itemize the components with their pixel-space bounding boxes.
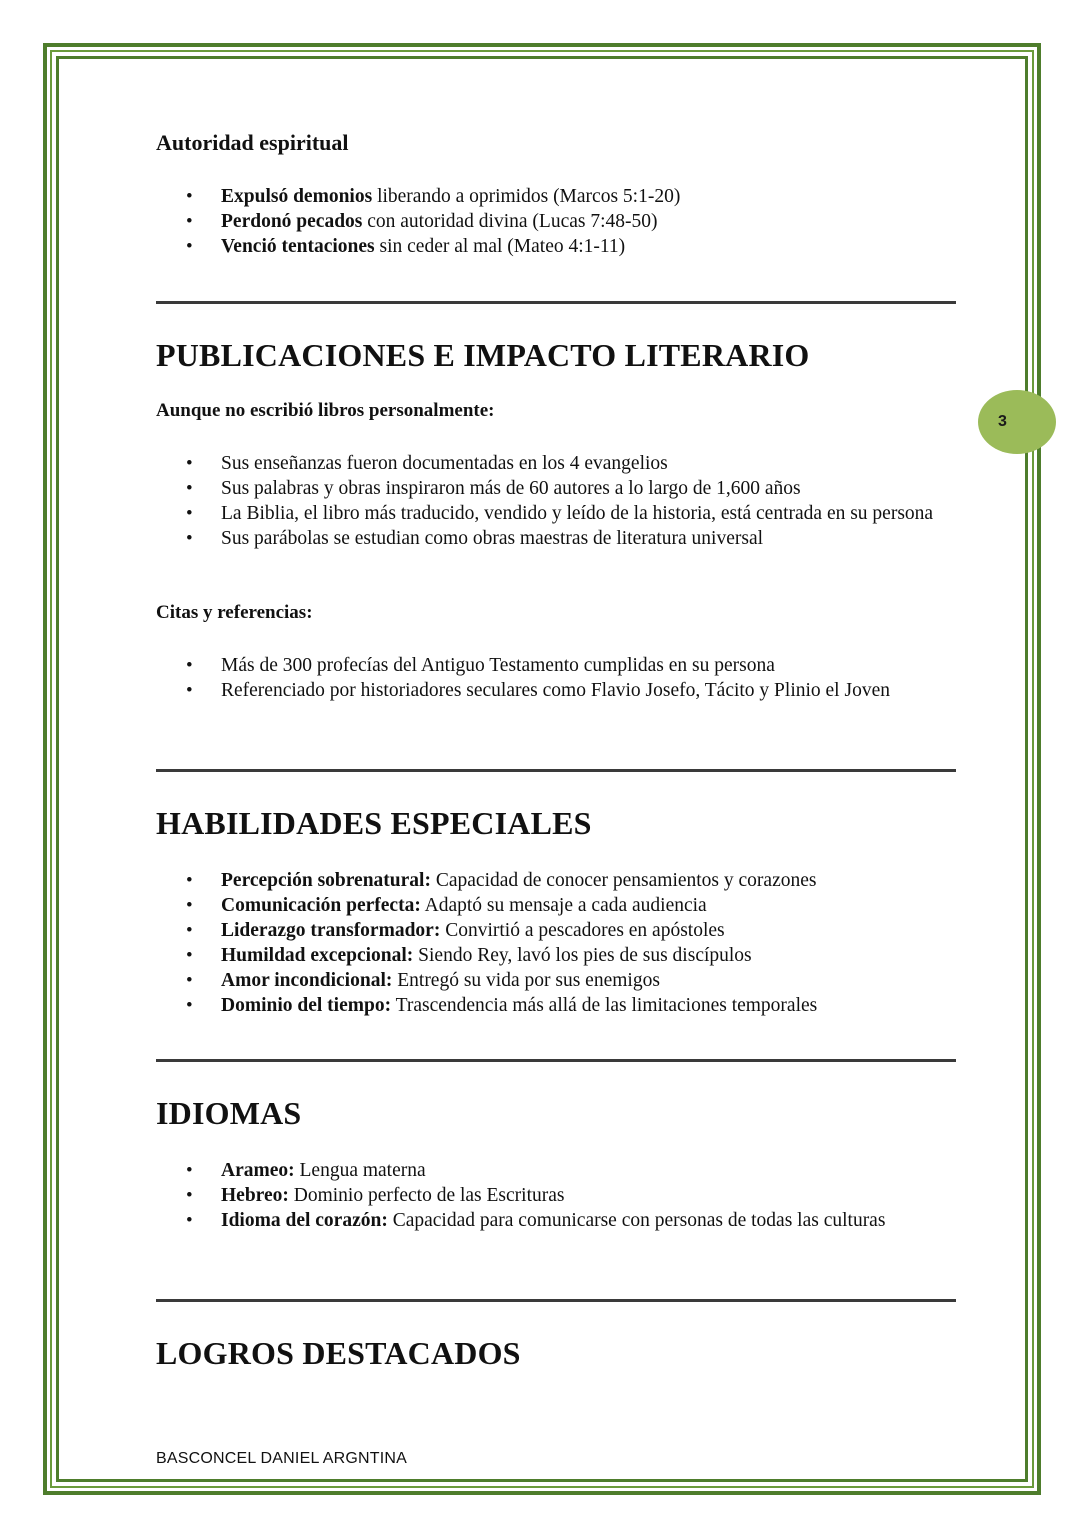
list-item: • Referenciado por historiadores seculares como Flavio Josefo, Tácito y Plinio el Joven	[156, 678, 956, 703]
list-item: • Liderazgo transformador: Convirtió a pescadores en apóstoles	[156, 918, 956, 943]
list-item: • Arameo: Lengua materna	[156, 1158, 956, 1183]
list-item: • Amor incondicional: Entregó su vida por sus enemigos	[156, 968, 956, 993]
list-item: • Sus palabras y obras inspiraron más de 60 autores a lo largo de 1,600 años	[156, 476, 956, 501]
publications-intro: Aunque no escribió libros personalmente:	[156, 400, 495, 421]
list-item: • Percepción sobrenatural: Capacidad de conocer pensamientos y corazones	[156, 868, 956, 893]
publications-list	[156, 451, 956, 551]
list-item: • Venció tentaciones sin ceder al mal (Mateo 4:1-11)	[156, 234, 956, 259]
section-divider	[156, 1059, 956, 1062]
skills-title: HABILIDADES ESPECIALES	[156, 805, 592, 841]
section-divider	[156, 1299, 956, 1302]
list-item: • La Biblia, el libro más traducido, vendido y leído de la historia, está centrada en su persona	[156, 501, 956, 526]
page-footer: BASCONCEL DANIEL ARGNTINA	[156, 1450, 407, 1467]
publications-title: PUBLICACIONES E IMPACTO LITERARIO	[156, 337, 810, 373]
list-item: • Más de 300 profecías del Antiguo Testamento cumplidas en su persona	[156, 653, 956, 678]
list-item: • Idioma del corazón: Capacidad para comunicarse con personas de todas las culturas	[156, 1208, 956, 1233]
page-number-badge	[978, 390, 1056, 454]
section-divider	[156, 769, 956, 772]
list-item: • Hebreo: Dominio perfecto de las Escrituras	[156, 1183, 956, 1208]
authority-heading: Autoridad espiritual	[156, 130, 349, 155]
list-item: • Expulsó demonios liberando a oprimidos (Marcos 5:1-20)	[156, 184, 956, 209]
list-item: • Sus enseñanzas fueron documentadas en los 4 evangelios	[156, 451, 956, 476]
languages-title: IDIOMAS	[156, 1095, 302, 1131]
skills-list	[156, 868, 956, 1018]
list-item: • Humildad excepcional: Siendo Rey, lavó los pies de sus discípulos	[156, 943, 956, 968]
authority-list	[156, 184, 956, 259]
citations-heading: Citas y referencias:	[156, 602, 313, 623]
achievements-title: LOGROS DESTACADOS	[156, 1335, 521, 1371]
section-divider	[156, 301, 956, 304]
list-item: • Dominio del tiempo: Trascendencia más allá de las limitaciones temporales	[156, 993, 956, 1018]
languages-list	[156, 1158, 956, 1233]
page-number: 3	[998, 413, 1007, 430]
list-item: • Sus parábolas se estudian como obras maestras de literatura universal	[156, 526, 956, 551]
citations-list	[156, 653, 956, 703]
list-item: • Comunicación perfecta: Adaptó su mensaje a cada audiencia	[156, 893, 956, 918]
list-item: • Perdonó pecados con autoridad divina (Lucas 7:48-50)	[156, 209, 956, 234]
